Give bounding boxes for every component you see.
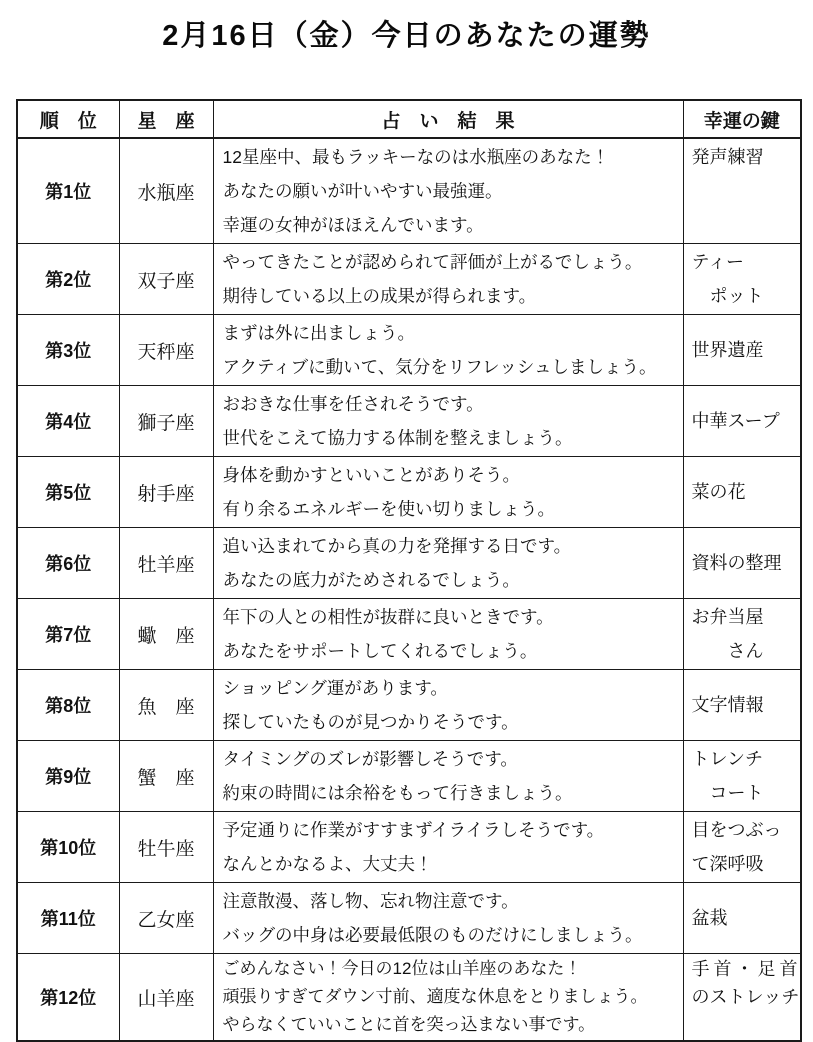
fortune-line: ショッピング運があります。 — [222, 678, 448, 698]
fortune-result-cell — [213, 670, 683, 741]
lucky-key-cell — [683, 883, 801, 954]
fortune-line: あなたの底力がためされるでしょう。 — [222, 570, 520, 590]
zodiac-sign-cell: 蟹 座 — [119, 741, 213, 812]
table-row — [17, 386, 801, 457]
fortune-result-cell — [213, 138, 683, 244]
fortune-table — [16, 99, 802, 1042]
fortune-line: 期待している以上の成果が得られます。 — [222, 286, 537, 306]
zodiac-sign-cell: 乙女座 — [119, 883, 213, 954]
fortune-line: 世代をこえて協力する体制を整えましょう。 — [222, 428, 573, 448]
lucky-key-cell — [683, 599, 801, 670]
table-row — [17, 883, 801, 954]
lucky-key-line: コート — [691, 783, 764, 803]
zodiac-sign-cell: 蠍 座 — [119, 599, 213, 670]
fortune-line: 探していたものが見つかりそうです。 — [222, 712, 519, 732]
table-row — [17, 599, 801, 670]
fortune-line: なんとかなるよ、大丈夫！ — [222, 854, 433, 874]
fortune-result-cell — [213, 386, 683, 457]
fortune-result-cell — [213, 457, 683, 528]
table-row — [17, 315, 801, 386]
lucky-key-cell — [683, 528, 801, 599]
fortune-line: 頑張りすぎてダウン寸前、適度な休息をとりましょう。 — [222, 987, 648, 1006]
header-lucky-key: 幸運の鍵 — [683, 100, 801, 138]
lucky-key-line: さん — [691, 641, 764, 661]
lucky-key-line: お弁当屋 — [691, 607, 764, 627]
lucky-key-line: 目をつぶっ — [691, 820, 782, 840]
fortune-line: やらなくていいことに首を突っ込まない事です。 — [222, 1015, 596, 1034]
lucky-key-cell — [683, 741, 801, 812]
table-row — [17, 138, 801, 244]
fortune-result-cell — [213, 528, 683, 599]
fortune-line: 追い込まれてから真の力を発揮する日です。 — [222, 536, 572, 556]
fortune-line: 有り余るエネルギーを使い切りましょう。 — [222, 499, 555, 519]
rank-cell: 第5位 — [17, 457, 119, 528]
header-sign: 星 座 — [119, 100, 213, 138]
lucky-key-cell — [683, 670, 801, 741]
fortune-result-cell — [213, 883, 683, 954]
fortune-line: バッグの中身は必要最低限のものだけにしましょう。 — [222, 925, 643, 945]
rank-cell: 第8位 — [17, 670, 119, 741]
fortune-line: 年下の人との相性が抜群に良いときです。 — [222, 607, 554, 627]
lucky-key-cell — [683, 138, 801, 244]
rank-cell: 第12位 — [17, 954, 119, 1042]
zodiac-sign-cell: 牡牛座 — [119, 812, 213, 883]
page-title: 2月16日（金）今日のあなたの運勢 — [162, 20, 651, 52]
lucky-key-line: 盆栽 — [691, 908, 728, 928]
zodiac-sign-cell: 水瓶座 — [119, 138, 213, 244]
fortune-line: おおきな仕事を任されそうです。 — [222, 394, 484, 414]
table-row — [17, 670, 801, 741]
lucky-key-line: トレンチ — [691, 749, 764, 769]
fortune-line: 予定通りに作業がすすまずイライラしそうです。 — [222, 820, 605, 840]
rank-cell: 第11位 — [17, 883, 119, 954]
fortune-result-cell — [213, 812, 683, 883]
lucky-key-line: のストレッチ — [691, 987, 800, 1007]
table-body — [17, 138, 801, 1041]
rank-cell: 第7位 — [17, 599, 119, 670]
fortune-line: タイミングのズレが影響しそうです。 — [222, 749, 518, 769]
fortune-line: あなたをサポートしてくれるでしょう。 — [222, 641, 538, 661]
lucky-key-line: て深呼吸 — [691, 854, 764, 874]
lucky-key-line: ティー — [691, 252, 745, 272]
lucky-key-line: 手首・足首 — [691, 959, 802, 979]
fortune-result-cell — [213, 244, 683, 315]
table-row — [17, 528, 801, 599]
fortune-line: 幸運の女神がほほえんでいます。 — [222, 215, 484, 235]
fortune-line: 約束の時間には余裕をもって行きましょう。 — [222, 783, 573, 803]
table-row — [17, 457, 801, 528]
lucky-key-cell — [683, 812, 801, 883]
lucky-key-cell — [683, 954, 801, 1042]
rank-cell: 第2位 — [17, 244, 119, 315]
lucky-key-line: 文字情報 — [691, 695, 764, 715]
fortune-result-cell — [213, 599, 683, 670]
fortune-result-cell — [213, 315, 683, 386]
table-header-row — [17, 100, 801, 138]
fortune-line: あなたの願いが叶いやすい最強運。 — [222, 181, 503, 201]
zodiac-sign-cell: 魚 座 — [119, 670, 213, 741]
fortune-line: やってきたことが認められて評価が上がるでしょう。 — [222, 252, 643, 272]
lucky-key-line: 資料の整理 — [691, 553, 782, 573]
fortune-line: 12星座中、最もラッキーなのは水瓶座のあなた！ — [222, 147, 610, 167]
lucky-key-cell — [683, 244, 801, 315]
table-row — [17, 741, 801, 812]
rank-cell: 第1位 — [17, 138, 119, 244]
table-row — [17, 244, 801, 315]
fortune-result-cell — [213, 954, 683, 1042]
rank-cell: 第3位 — [17, 315, 119, 386]
zodiac-sign-cell: 獅子座 — [119, 386, 213, 457]
fortune-result-cell — [213, 741, 683, 812]
lucky-key-line: 中華スープ — [691, 411, 780, 431]
lucky-key-line: 菜の花 — [691, 482, 746, 502]
lucky-key-line: ポット — [691, 286, 764, 306]
fortune-line: 注意散漫、落し物、忘れ物注意です。 — [222, 891, 519, 911]
fortune-line: ごめんなさい！今日の12位は山羊座のあなた！ — [222, 959, 582, 978]
lucky-key-line: 発声練習 — [691, 147, 764, 167]
header-fortune-result: 占 い 結 果 — [213, 100, 683, 138]
lucky-key-line: 世界遺産 — [691, 340, 764, 360]
table-row — [17, 954, 801, 1042]
lucky-key-cell — [683, 386, 801, 457]
lucky-key-cell — [683, 457, 801, 528]
zodiac-sign-cell: 双子座 — [119, 244, 213, 315]
rank-cell: 第4位 — [17, 386, 119, 457]
lucky-key-cell — [683, 315, 801, 386]
table-row — [17, 812, 801, 883]
fortune-line: アクティブに動いて、気分をリフレッシュしましょう。 — [222, 357, 657, 377]
rank-cell: 第10位 — [17, 812, 119, 883]
zodiac-sign-cell: 天秤座 — [119, 315, 213, 386]
rank-cell: 第9位 — [17, 741, 119, 812]
header-rank: 順 位 — [17, 100, 119, 138]
zodiac-sign-cell: 山羊座 — [119, 954, 213, 1042]
fortune-line: 身体を動かすといいことがありそう。 — [222, 465, 520, 485]
zodiac-sign-cell: 牡羊座 — [119, 528, 213, 599]
fortune-line: まずは外に出ましょう。 — [222, 323, 415, 343]
zodiac-sign-cell: 射手座 — [119, 457, 213, 528]
rank-cell: 第6位 — [17, 528, 119, 599]
